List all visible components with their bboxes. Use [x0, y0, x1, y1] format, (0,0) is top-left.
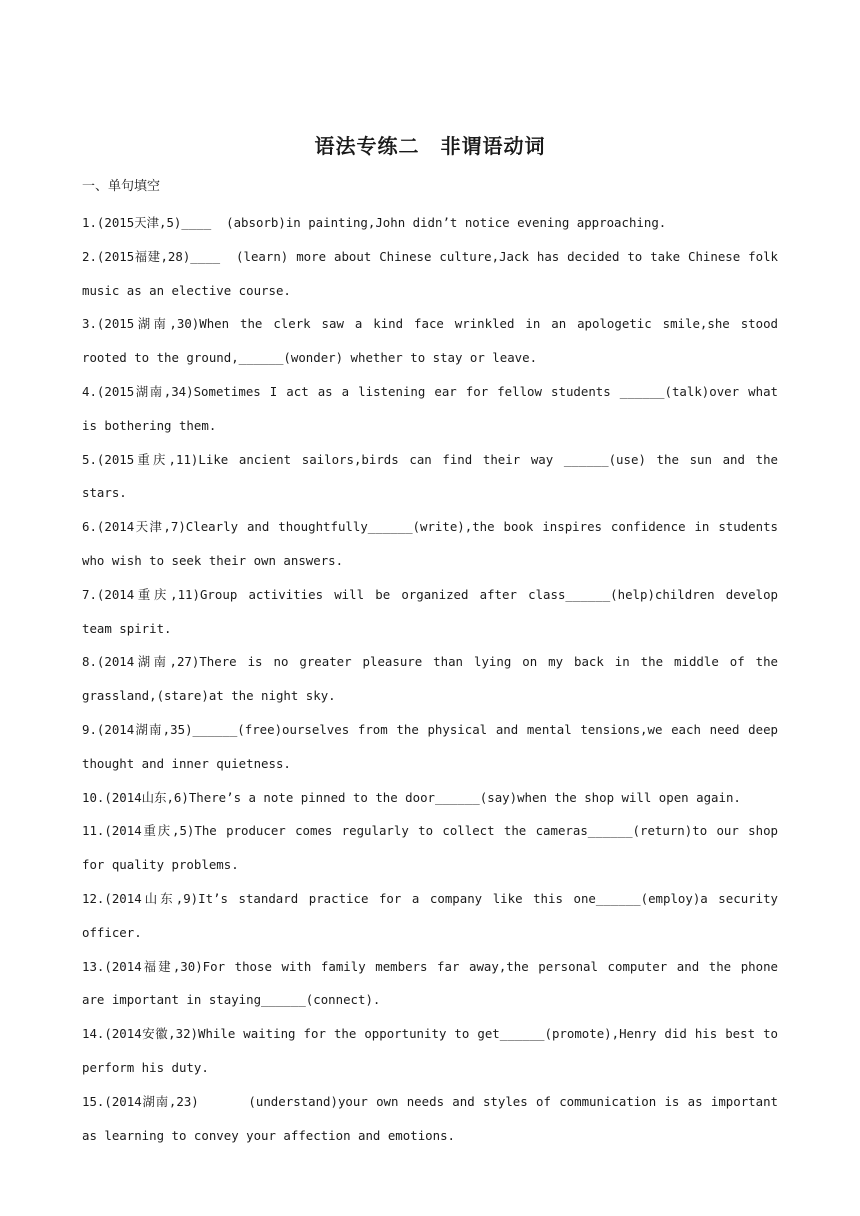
question-item [82, 950, 786, 1018]
question-item [82, 206, 778, 240]
question-item [82, 240, 786, 308]
question-item [82, 781, 778, 815]
question-item [82, 375, 786, 443]
question-text: 1.(2015天津,5)____ (absorb)in painting,John didn’t notice evening approaching. [82, 215, 667, 230]
question-item [82, 645, 786, 713]
question-item [82, 510, 786, 578]
page-title: 语法专练二 非谓语动词 [314, 134, 546, 158]
question-list [82, 206, 786, 1152]
question-item [82, 882, 786, 950]
question-item [82, 814, 786, 882]
section-heading: 一、单句填空 [82, 179, 161, 194]
question-text: 15.(2014湖南,23) (understand)your own needs and styles of communication is as important as learning to convey your affection and emotions. [82, 1093, 786, 1143]
question-item [82, 1085, 786, 1153]
question-text: 4.(2015湖南,34)Sometimes I act as a listening ear for fellow students ______(talk)over what is bothering them. [82, 383, 786, 433]
question-text: 9.(2014湖南,35)______(free)ourselves from the physical and mental tensions,we each need deep thought and inner quietness. [82, 721, 786, 771]
question-text: 10.(2014山东,6)There’s a note pinned to the door______(say)when the shop will open again. [82, 789, 741, 805]
question-text: 5.(2015重庆,11)Like ancient sailors,birds can find their way ______(use) the sun and the stars. [82, 451, 786, 501]
question-text: 14.(2014安徽,32)While waiting for the opportunity to get______(promote),Henry did his best to perform his duty. [82, 1026, 786, 1075]
question-text: 3.(2015湖南,30)When the clerk saw a kind face wrinkled in an apologetic smile,she stood rooted to the ground,______(wonder) whether to stay or leave. [82, 316, 786, 366]
question-text: 8.(2014湖南,27)There is no greater pleasure than lying on my back in the middle of the grassland,(stare)at the night sky. [82, 654, 786, 704]
question-text: 6.(2014天津,7)Clearly and thoughtfully______(write),the book inspires confidence in students who wish to seek their own answers. [82, 519, 786, 568]
question-text: 7.(2014重庆,11)Group activities will be organized after class______(help)children develop team spirit. [82, 586, 786, 636]
question-text: 13.(2014福建,30)For those with family members far away,the personal computer and the phone are important in staying______(connect). [82, 958, 786, 1008]
question-item [82, 1017, 786, 1085]
question-item [82, 307, 786, 375]
question-text: 2.(2015福建,28)____ (learn) more about Chinese culture,Jack has decided to take Chinese folk music as an elective course. [82, 248, 786, 298]
question-text: 12.(2014山东,9)It’s standard practice for a company like this one______(employ)a security officer. [82, 890, 786, 940]
question-item [82, 713, 786, 781]
question-item [82, 578, 786, 646]
question-text: 11.(2014重庆,5)The producer comes regularly to collect the cameras______(return)to our shop for quality problems. [82, 823, 786, 873]
question-item [82, 443, 786, 511]
